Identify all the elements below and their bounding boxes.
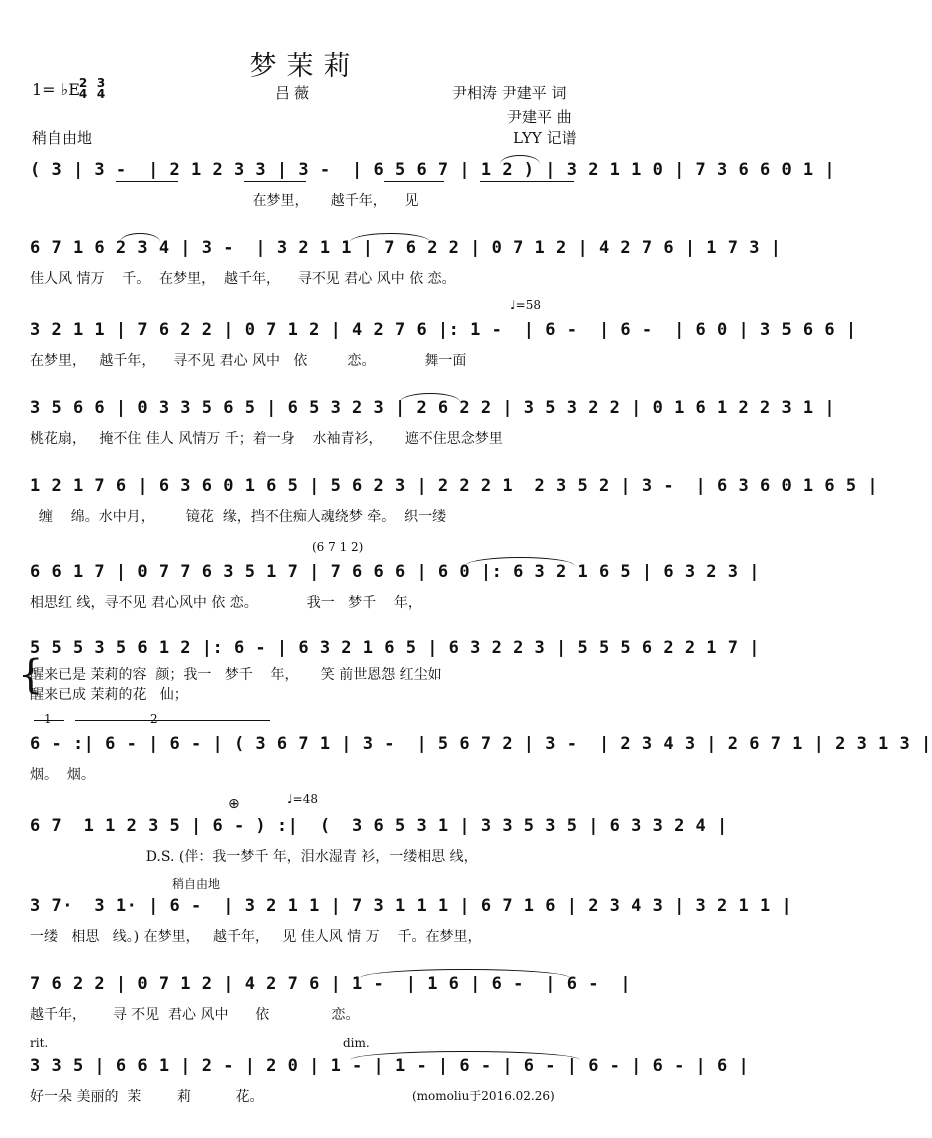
tempo-marking: 稍自由地 (32, 129, 93, 147)
notation-row-10: 3 7· 3 1· | 6 - | 3 2 1 1 | 7 3 1 1 1 | 6 7 1 6 | 2 3 4 3 | 3 2 1 1 | (30, 896, 793, 916)
notation-row-7: 5 5 5 3 5 6 1 2 |: 6 - | 6 3 2 1 6 5 | 6 3 2 2 3 | 5 5 5 6 2 2 1 7 | (30, 638, 760, 658)
slur (350, 233, 430, 242)
notation-row-4: 3 5 6 6 | 0 3 3 5 6 5 | 6 5 3 2 3 | 2 6 2 2 | 3 5 3 2 2 | 0 1 6 1 2 2 3 1 | (30, 398, 836, 418)
notation-row-5: 1 2 1 7 6 | 6 3 6 0 1 6 5 | 5 6 2 3 | 2 2 2 1 2 3 5 2 | 3 - | 6 3 6 0 1 6 5 | (30, 476, 879, 496)
lyrics-row-3: 在梦里， 越千年， 寻不见 君心 风中 依 恋。 舞一面 (30, 353, 467, 369)
slur (350, 1051, 580, 1060)
time-signature-2: 3 4 (96, 76, 106, 101)
bracketed-notes: (6 7 1 2) (312, 540, 364, 554)
volta-2-label: 2 (150, 712, 158, 726)
lyrics-row-7b: 醒来已成 茉莉的花 仙； (30, 687, 188, 703)
notation-row-8: 6 - :| 6 - | 6 - | ( 3 6 7 1 | 3 - | 5 6 7 2 | 3 - | 2 3 4 3 | 2 6 7 1 | 2 3 1 3 | (30, 734, 932, 754)
lyrics-row-5: 缠 绵。水中月， 镜花 缘，挡不住痴人魂绕梦 牵。 织一缕 (30, 509, 447, 525)
tempo-48: ♩=48 (287, 792, 318, 806)
rit-marking: rit. (30, 1036, 49, 1050)
volta-2-line (75, 720, 270, 721)
slur (400, 393, 460, 402)
key-signature: 1= ♭E (32, 80, 80, 99)
transcriber: LYY 记谱 (513, 129, 577, 147)
slur (465, 557, 575, 566)
notation-row-9: 6 7 1 1 2 3 5 | 6 - ) :| ( 3 6 5 3 1 | 3 3 5 3 5 | 6 3 3 2 4 | (30, 816, 728, 836)
beam (116, 181, 178, 182)
lyrics-brace: { (18, 652, 44, 698)
lyrics-row-8: 烟。 烟。 (30, 767, 95, 783)
lyrics-row-11: 越千年， 寻 不见 君心 风中 依 恋。 (30, 1007, 360, 1023)
volta-1-label: 1 (44, 712, 52, 726)
time-signature-1: 2 4 (78, 76, 88, 101)
lyrics-row-2: 佳人风 情万 千。 在梦里， 越千年， 寻不见 君心 风中 依 恋。 (30, 271, 456, 287)
beam (244, 181, 306, 182)
lyrics-row-10: 一缕 相思 线。) 在梦里， 越千年， 见 佳人风 情 万 千。在梦里， (30, 929, 482, 945)
notation-row-1: ( 3 | 3 - | 2 1 2 3 3 | 3 - | 6 5 6 7 | 1 2 ) | 3 2 1 1 0 | 7 3 6 6 0 1 | (30, 160, 836, 180)
slur (120, 233, 160, 242)
lyrics-row-12: 好一朵 美丽的 茉 莉 花。 (30, 1089, 264, 1105)
beam (384, 181, 444, 182)
lyrics-row-4: 桃花扇， 掩不住 佳人 风情万 千；着一身 水袖青衫， 遮不住思念梦里 (30, 431, 503, 447)
singer: 吕薇 (275, 84, 314, 102)
notation-row-6: 6 6 1 7 | 0 7 7 6 3 5 1 7 | 7 6 6 6 | 6 0 |: 6 3 2 1 6 5 | 6 3 2 3 | (30, 562, 760, 582)
dim-marking: dim. (343, 1036, 370, 1050)
notation-row-11: 7 6 2 2 | 0 7 1 2 | 4 2 7 6 | 1 - | 1 6 | 6 - | 6 - | (30, 974, 632, 994)
lyricist: 尹相涛 尹建平 词 (452, 84, 567, 102)
tempo-58: ♩=58 (510, 298, 541, 312)
composer: 尹建平 曲 (507, 108, 572, 126)
notation-row-3: 3 2 1 1 | 7 6 2 2 | 0 7 1 2 | 4 2 7 6 |: 1 - | 6 - | 6 - | 6 0 | 3 5 6 6 | (30, 320, 857, 340)
coda-icon: ⊕ (228, 796, 240, 812)
footer-credit: (momoliu于2016.02.26) (412, 1089, 555, 1103)
lyrics-row-6: 相思红 线，寻不见 君心风中 依 恋。 我一 梦千 年， (30, 595, 422, 611)
lyrics-row-7a: 醒来已是 茉莉的容 颜；我一 梦千 年， 笑 前世恩怨 红尘如 (30, 667, 442, 683)
lyrics-row-9: D.S. (伴：我一梦千 年，泪水湿青 衫，一缕相思 线， (30, 849, 478, 865)
notation-row-12: 3 3 5 | 6 6 1 | 2 - | 2 0 | 1 - | 1 - | 6 - | 6 - | 6 - | 6 - | 6 | (30, 1056, 750, 1076)
slur (500, 155, 540, 164)
song-title: 梦茉莉 (249, 51, 361, 82)
notation-row-2: 6 7 1 6 2 3 4 | 3 - | 3 2 1 1 | 7 6 2 2 | 0 7 1 2 | 4 2 7 6 | 1 7 3 | (30, 238, 782, 258)
beam (480, 181, 574, 182)
lyrics-row-1: 在梦里， 越千年， 见 (30, 193, 419, 209)
slow-marking: 稍自由地 (172, 877, 221, 891)
slur (360, 969, 570, 978)
